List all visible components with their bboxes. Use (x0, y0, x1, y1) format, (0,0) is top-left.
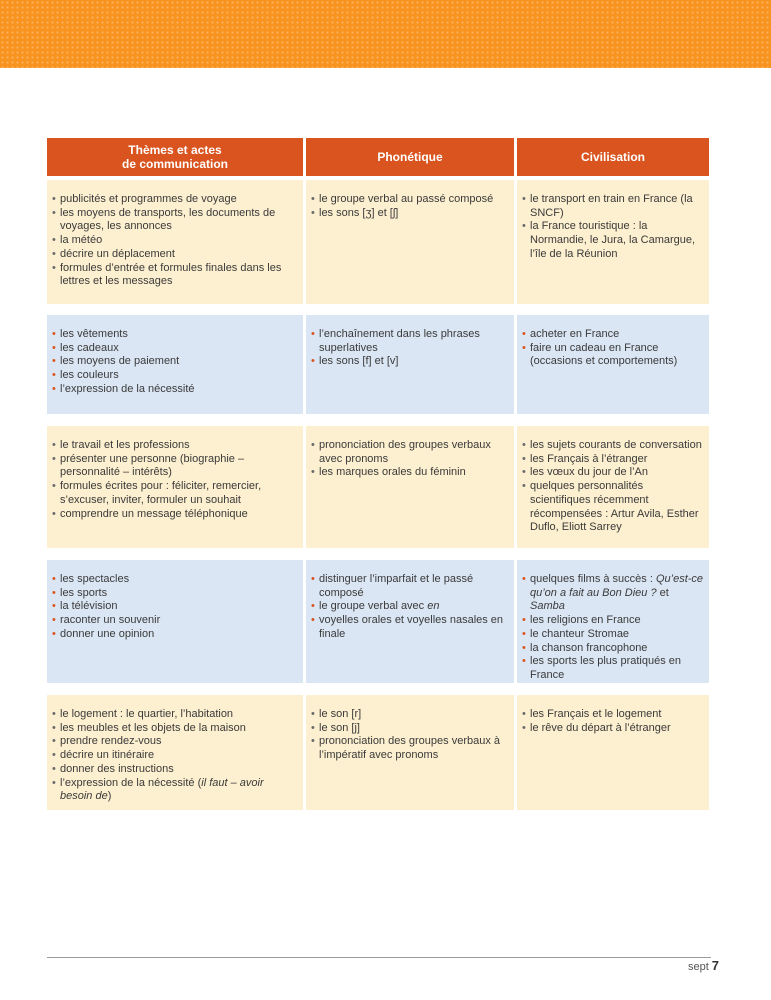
phonetique-cell (306, 426, 514, 548)
list-item: • les sujets courants de conversation (522, 439, 702, 451)
list-item: • les sons [ʒ] et [ʃ] (311, 206, 399, 219)
themes-cell (47, 695, 303, 810)
list-item: • l’expression de la nécessité (il faut – avoir besoin de) (52, 776, 264, 803)
phonetique-cell (306, 695, 514, 810)
list-item: • comprendre un message téléphonique (52, 507, 248, 520)
list-item: • faire un cadeau en France (occasions et comportements) (522, 341, 678, 368)
list-item: • prendre rendez-vous (52, 735, 162, 748)
civilisation-cell (517, 315, 709, 414)
table-row (47, 695, 709, 810)
table-row (47, 560, 709, 683)
list-item: • quelques personnalités scientifiques récemment récompensées : Artur Avila, Esther Duflo, Eliott Sarrey (522, 480, 699, 534)
list-item: • les spectacles (52, 573, 130, 585)
list-item: • le son [r] (311, 708, 362, 720)
list-item: • prononciation des groupes verbaux avec pronoms (311, 439, 491, 465)
list-item: • quelques films à succès : Qu’est-ce qu’on a fait au Bon Dieu ? et Samba (522, 573, 704, 613)
list-item: • donner des instructions (52, 762, 174, 775)
themes-cell (47, 426, 303, 548)
list-item: • la télévision (52, 600, 118, 613)
list-item: • le groupe verbal au passé composé (311, 193, 494, 205)
list-item: • les vœux du jour de l’An (522, 466, 648, 479)
list-item: • les couleurs (52, 369, 119, 382)
list-item: • les sports (52, 586, 108, 599)
civilisation-cell (517, 426, 709, 548)
list-item: • publicités et programmes de voyage (52, 193, 237, 205)
list-item: • formules écrites pour : féliciter, remercier, s’excuser, inviter, formuler un souhait (52, 480, 262, 506)
list-item: • les sports les plus pratiqués en France (522, 655, 682, 681)
list-item: • le chanteur Stromae (522, 627, 630, 640)
list-item: • présenter une personne (biographie – personnalité – intérêts) (52, 452, 245, 479)
list-item: • le transport en train en France (la SNCF) (522, 193, 693, 219)
list-item: • les Français à l’étranger (522, 452, 648, 465)
footer-rule (47, 957, 711, 958)
list-item: • prononciation des groupes verbaux à l’impératif avec pronoms (311, 735, 501, 762)
list-item: • les meubles et les objets de la maison (52, 721, 246, 734)
list-item: • le groupe verbal avec en (311, 600, 440, 613)
list-item: • donner une opinion (52, 627, 155, 640)
phonetique-cell (306, 315, 514, 414)
syllabus-table (47, 138, 709, 810)
list-item: • voyelles orales et voyelles nasales en finale (311, 614, 504, 640)
header-themes (47, 138, 303, 176)
top-decorative-band (0, 0, 771, 68)
page-number-word: sept (687, 961, 709, 973)
civilisation-cell (517, 560, 709, 683)
phonetique-cell (306, 180, 514, 304)
list-item: • raconter un souvenir (52, 614, 161, 627)
civilisation-cell (517, 695, 709, 810)
table-row (47, 315, 709, 414)
civilisation-cell (517, 180, 709, 304)
page-number-digit: 7 (711, 958, 719, 973)
themes-cell (47, 180, 303, 304)
table-row (47, 426, 709, 548)
table-row (47, 180, 709, 304)
page-number (688, 958, 719, 973)
list-item: • les cadeaux (52, 341, 119, 354)
list-item: • décrire un itinéraire (52, 749, 155, 762)
list-item: • décrire un déplacement (52, 247, 175, 260)
list-item: • la météo (52, 234, 103, 247)
list-item: • le rêve du départ à l’étranger (522, 721, 671, 734)
header-phonetique: Phonétique (306, 138, 514, 176)
list-item: • l’enchaînement dans les phrases superlatives (311, 328, 480, 354)
phonetique-cell (306, 560, 514, 683)
list-item: • le travail et les professions (52, 439, 190, 451)
list-item: • le logement : le quartier, l’habitation (52, 708, 234, 720)
list-item: • distinguer l’imparfait et le passé composé (311, 573, 474, 599)
list-item: • les Français et le logement (522, 708, 662, 720)
list-item: • la chanson francophone (522, 641, 648, 654)
themes-cell (47, 560, 303, 683)
list-item: • les marques orales du féminin (311, 466, 466, 479)
list-item: • le son [j] (311, 721, 360, 734)
list-item: • les religions en France (522, 614, 641, 627)
list-item: • l’expression de la nécessité (52, 382, 195, 395)
list-item: • les moyens de transports, les documents de voyages, les annonces (52, 206, 276, 233)
themes-cell (47, 315, 303, 414)
list-item: • la France touristique : la Normandie, le Jura, la Camargue, l’île de la Réunion (522, 220, 696, 260)
list-item: • les moyens de paiement (52, 355, 180, 368)
list-item: • acheter en France (522, 328, 620, 340)
table-header (47, 138, 709, 176)
header-civilisation: Civilisation (517, 138, 709, 176)
header-themes-label: Thèmes et actes de communication (121, 143, 228, 171)
list-item: • les sons [f] et [v] (311, 355, 399, 368)
list-item: • formules d’entrée et formules finales dans les lettres et les messages (52, 261, 282, 288)
list-item: • les vêtements (52, 328, 128, 340)
